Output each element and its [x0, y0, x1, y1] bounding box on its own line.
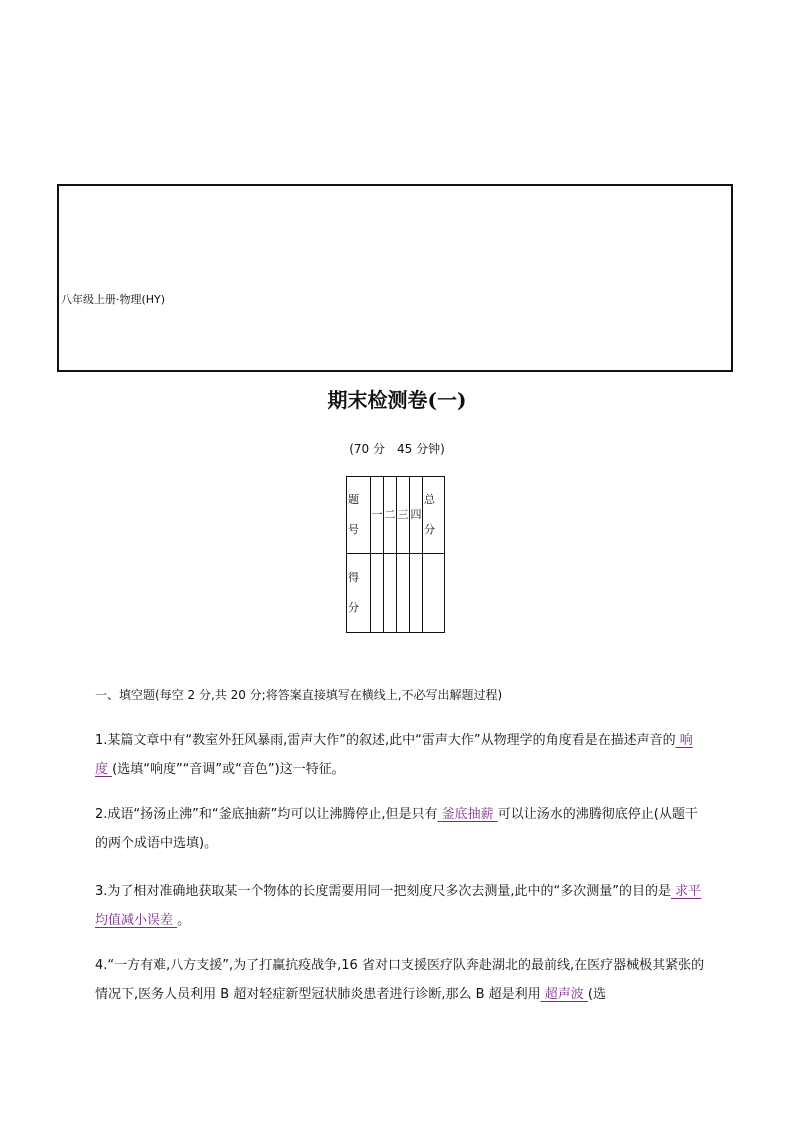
question-4: 4.“一方有难,八方支援”,为了打赢抗疫战争,16 省对口支援医疗队奔赴湖北的最前线,在医疗器械极其紧张的情况下,医务人员利用 B 超对轻症新型冠状肺炎患者进行诊断,那么 B 超是利用 超声波 (选 [95, 958, 705, 1002]
score-table [346, 476, 445, 633]
score-cell-2[interactable] [384, 554, 397, 633]
answer-1: 响度 [95, 733, 693, 777]
score-cell-4[interactable] [410, 554, 423, 633]
answer-2: 釜底抽薪 [437, 807, 498, 822]
col-1: 一 [371, 477, 384, 554]
score-label: 得 分 [347, 554, 371, 633]
col-3: 三 [397, 477, 410, 554]
col-2: 二 [384, 477, 397, 554]
question-1: 1.某篇文章中有“教室外狂风暴雨,雷声大作”的叙述,此中“雷声大作”从物理学的角度看是在描述声音的 响度 (选填“响度”“音调”或“音色”)这一特征。 [95, 733, 693, 777]
total-score: (70 分 [349, 442, 385, 456]
question-3: 3.为了相对准确地获取某一个物体的长度需要用同一把刻度尺多次去测量,此中的“多次测量”的目的是 求平均值减小误差 。 [95, 884, 702, 928]
question-2: 2.成语“扬汤止沸”和“釜底抽薪”均可以让沸腾停止,但是只有 釜底抽薪 可以让汤水的沸腾彻底停止(从题干的两个成语中选填)。 [95, 807, 698, 851]
answer-3: 求平均值减小误差 [95, 884, 702, 928]
score-cell-total[interactable] [423, 554, 445, 633]
question-number-label: 题 号 [347, 477, 371, 554]
page-title: 期末检测卷(一) [327, 388, 467, 412]
score-table-score-row [347, 554, 445, 633]
total-label: 总 分 [423, 477, 445, 554]
answer-4: 超声波 [540, 987, 588, 1002]
book-header: 八年级上册·物理(HY) [61, 293, 166, 306]
col-4: 四 [410, 477, 423, 554]
score-cell-1[interactable] [371, 554, 384, 633]
exam-info [0, 440, 794, 457]
header-box [57, 184, 733, 372]
time-limit: 45 分钟) [397, 442, 445, 456]
score-cell-3[interactable] [397, 554, 410, 633]
score-table-header-row [347, 477, 445, 554]
section-heading: 一、填空题(每空 2 分,共 20 分;将答案直接填写在横线上,不必写出解题过程) [95, 688, 503, 702]
